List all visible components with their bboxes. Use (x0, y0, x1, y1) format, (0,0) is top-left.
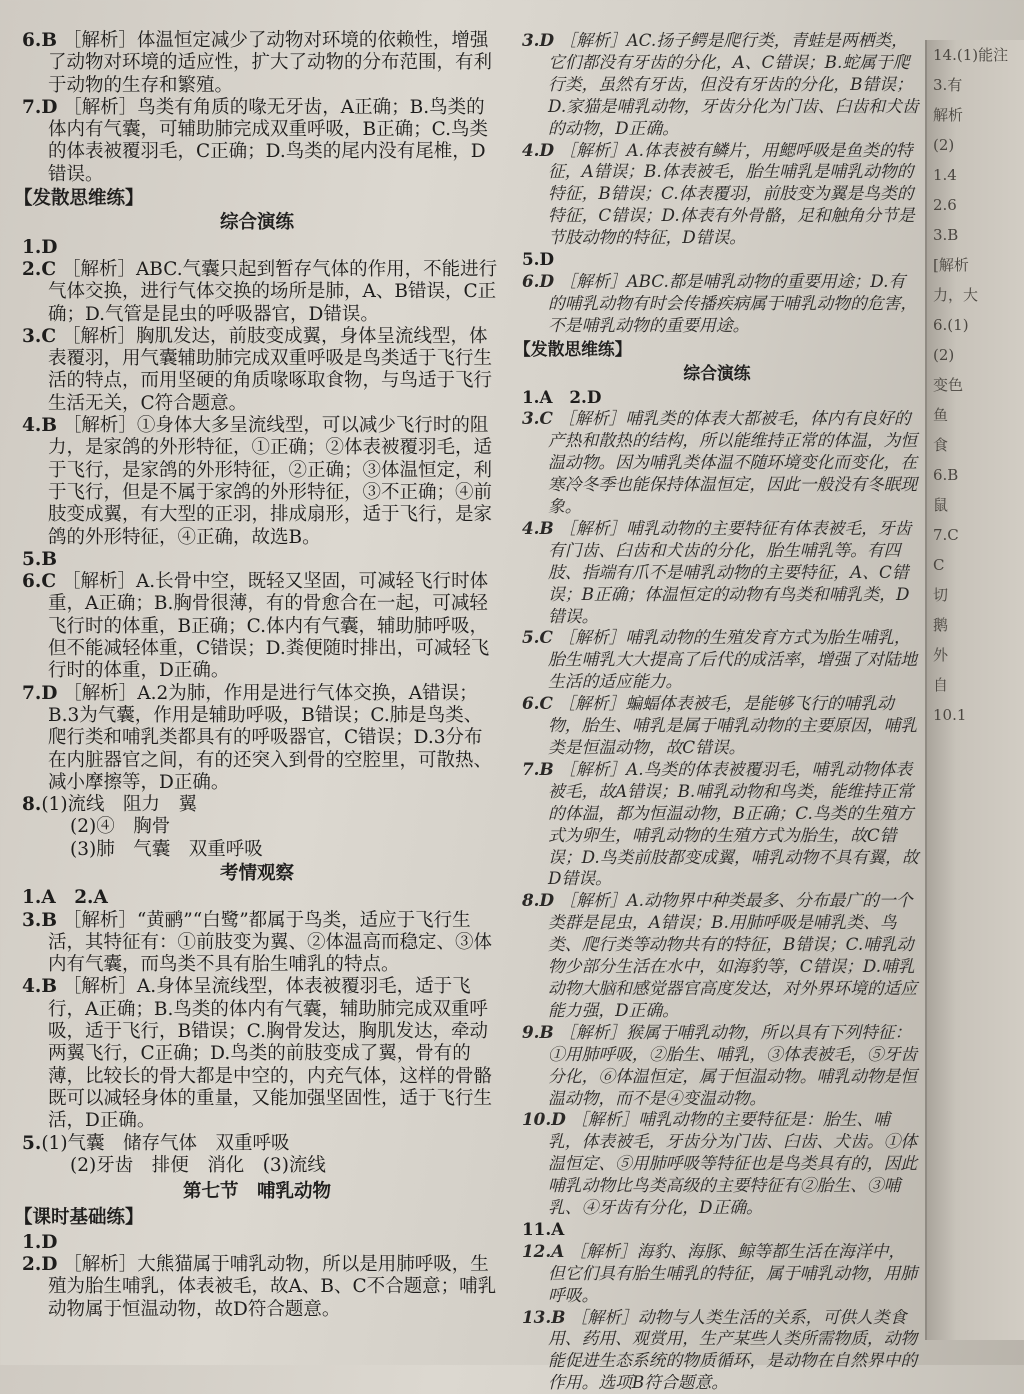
answer-item: 4.B ［解析］①身体大多呈流线型，可以减少飞行时的阻力，是家鸽的外形特征，①正确；②体表被覆羽毛，适于飞行，是家鸽的外形特征，②正确；③体温恒定，利于飞行，但是不属于家鸽的外形特征，③不正确；④前肢变成翼，有大型的正羽，排成扇形，适于飞行，是家鸽的外形特征，④正确，故选B。 (22, 415, 493, 548)
section-heading: 综合演练 (683, 362, 751, 383)
answer-item: 11.A (522, 1218, 565, 1239)
edge-text-line: 10.1 (933, 706, 967, 724)
fill-answer: 5.(1)气囊 储存气体 双重呼吸 (22, 1132, 290, 1154)
fill-answer-line: (2)牙齿 排便 消化 (3)流线 (70, 1154, 326, 1176)
answer-item: 12.A ［解析］海豹、海豚、鲸等都生活在海洋中，但它们具有胎生哺乳的特征，属于哺乳动物，用肺呼吸。 (522, 1240, 918, 1305)
answer-item: 7.D ［解析］鸟类有角质的喙无牙齿，A正确；B.鸟类的体内有气囊，可辅助肺完成双重呼吸，B正确；C.鸟类的体表被覆羽毛，C正确；D.鸟类的尾内没有尾椎，D错误。 (22, 96, 488, 185)
section-label: 【发散思维练】 (14, 188, 144, 210)
edge-text-line: 7.C (933, 526, 959, 544)
answer-item: 3.C ［解析］胸肌发达，前肢变成翼，身体呈流线型，体表覆羽，用气囊辅助肺完成双重呼吸是鸟类适于飞行生活的特点，而用坚硬的角质喙啄取食物，与鸟适于飞行生活无关，C符合题意。 (22, 325, 493, 414)
answer-item: 10.D ［解析］哺乳动物的主要特征是：胎生、哺乳，体表被毛，牙齿分为门齿、臼齿、犬齿。①体温恒定、⑤用肺呼吸等特征也是鸟类具有的，因此哺乳动物比鸟类高级的主要特征有②胎生、③哺乳、④牙齿有分化，D正确。 (522, 1109, 918, 1218)
edge-text-line: [解析 (933, 256, 969, 274)
edge-text-line: 切 (933, 586, 949, 604)
answer-item: 6.C ［解析］蝙蝠体表被毛，是能够飞行的哺乳动物，胎生、哺乳是属于哺乳动物的主要原因，哺乳类是恒温动物，故C错误。 (522, 693, 918, 757)
answer-item: 5.D (522, 249, 555, 270)
edge-text-line: 3.B (933, 226, 959, 244)
edge-text-line: 自 (933, 676, 949, 694)
answer-item: 3.D ［解析］AC.扬子鳄是爬行类，青蛙是两栖类，它们都没有牙齿的分化，A、C错误；B.蛇属于爬行类，虽然有牙齿，但没有牙齿的分化，B错误；D.家猫是哺乳动物，牙齿分化为门齿、臼齿和犬齿的动物，D正确。 (522, 30, 919, 138)
answer-item: 13.B ［解析］动物与人类生活的关系，可供人类食用、药用、观赏用，生产某些人类所需物质，动物能促进生态系统的物质循环，是动物在自然界中的作用。选项B符合题意。 (522, 1306, 918, 1393)
answer-item: 5.C ［解析］哺乳动物的生殖发育方式为胎生哺乳，胎生哺乳大大提高了后代的成活率，增强了对陆地生活的适应能力。 (522, 627, 918, 692)
answer-item: 6.D ［解析］ABC.都是哺乳动物的重要用途；D.有的哺乳动物有时会传播疾病属于哺乳动物的危害，不是哺乳动物的重要用途。 (522, 270, 918, 335)
answer-item: 1.D (22, 236, 58, 258)
section-heading: 综合演练 (219, 212, 294, 234)
edge-text-line: 外 (933, 646, 949, 664)
answer-item: 3.C ［解析］哺乳类的体表大都被毛，体内有良好的产热和散热的结构，所以能维持正常的体温，为恒温动物。因为哺乳类体温不随环境变化而变化，在寒冷冬季也能保持体温恒定，因此一般没有冬眠现象。 (522, 408, 918, 517)
edge-text-line: 变色 (933, 376, 964, 394)
answer-item: 7.D ［解析］A.2为肺，作用是进行气体交换，A错误；B.3为气囊，作用是辅助呼吸，B错误；C.肺是鸟类、爬行类和哺乳类都具有的呼吸器官，C错误；D.3分布在内脏器官之间，有的还突入到骨的空腔里，可散热、减小摩擦等，D正确。 (22, 682, 493, 793)
section-label: 【发散思维练】 (514, 338, 632, 359)
answer-item: 6.C ［解析］A.长骨中空，既轻又坚固，可减轻飞行时体重，A正确；B.胸骨很薄，有的骨愈合在一起，可减轻飞行时的体重，B正确；C.体内有气囊，辅助肺呼吸，但不能减轻体重，C错误；D.粪便随时排出，可减轻飞行时的体重，D正确。 (22, 571, 490, 682)
answer-item: 4.D ［解析］A.体表被有鳞片，用鳃呼吸是鱼类的特征，A错误；B.体表被毛，胎生哺乳是哺乳动物的特征，B错误；C.体表覆羽，前肢变为翼是鸟类的特征，C错误；D.体表有外骨骼，足和触角分节是节肢动物的特征，D错误。 (522, 139, 915, 248)
fill-answer-line: (2)④ 胸骨 (70, 816, 171, 838)
answer-item: 6.B ［解析］体温恒定减少了动物对环境的依赖性，增强了动物对环境的适应性，扩大了动物的分布范围，有利于动物的生存和繁殖。 (22, 30, 493, 96)
edge-text-line: 力，大 (933, 286, 979, 304)
answer-item: 3.B ［解析］“黄鹂”“白鹭”都属于鸟类，适应于飞行生活，其特征有：①前肢变为翼、②体温高而稳定、③体内有气囊，而鸟类不具有胎生哺乳的特点。 (22, 909, 493, 976)
edge-text-line: 鼠 (933, 496, 949, 514)
answer-item: 2.D ［解析］大熊猫属于哺乳动物，所以是用肺呼吸，生殖为胎生哺乳，体表被毛，故A、B、C不合题意；哺乳动物属于恒温动物，故D符合题意。 (22, 1254, 497, 1320)
adjacent-page-edge (925, 40, 1024, 1340)
answer-item: 1.A 2.A (22, 887, 108, 909)
chapter-title: 第七节 哺乳动物 (182, 1181, 331, 1203)
edge-text-line: 2.6 (933, 196, 957, 214)
edge-text-line: C (933, 556, 945, 574)
right-column (514, 30, 920, 1394)
edge-text-line: 6.(1) (933, 316, 969, 334)
answer-item: 5.B (22, 548, 57, 570)
edge-text-line: 3.有 (933, 76, 963, 94)
edge-text-line: (2) (933, 346, 955, 364)
edge-text-line: 1.4 (933, 166, 957, 184)
answer-item: 8.D ［解析］A.动物界中种类最多、分布最广的一个类群是昆虫，A错误；B.用肺呼吸是哺乳类、鸟类、爬行类等动物共有的特征，B错误；C.哺乳动物少部分生活在水中，如海豹等，C错误；D.哺乳动物大脑和感觉器官高度发达，对外界环境的适应能力强，D正确。 (522, 890, 918, 1020)
edge-text-line: 14.(1)能注 (933, 46, 1009, 64)
edge-text-line: 鱼 (933, 406, 949, 424)
edge-text-line: 鹅 (933, 616, 949, 634)
answer-item: 1.A 2.D (522, 386, 602, 407)
edge-text-line: 6.B (933, 466, 959, 484)
edge-text-line: 食 (933, 436, 949, 454)
answer-item: 4.B ［解析］哺乳动物的主要特征有体表被毛，牙齿有门齿、臼齿和犬齿的分化，胎生哺乳等。有四肢、指端有爪不是哺乳动物的主要特征，A、C错误；B正确；体温恒定的动物有鸟类和哺乳类，D错误。 (522, 517, 912, 626)
section-heading: 考情观察 (219, 862, 294, 884)
edge-text-line: (2) (933, 136, 955, 154)
edge-text-line: 解析 (933, 106, 964, 124)
fill-answer: 8.(1)流线 阻力 翼 (22, 794, 198, 816)
answer-item: 7.B ［解析］A.鸟类的体表被覆羽毛，哺乳动物体表被毛，故A错误；B.哺乳动物和鸟类，能维持正常的体温，都为恒温动物，B正确；C.鸟类的生殖方式为卵生，哺乳动物的生殖方式为胎生，故C错误；D.鸟类前肢都变成翼，哺乳动物不具有翼，故D错误。 (522, 758, 919, 889)
fill-answer-line: (3)肺 气囊 双重呼吸 (70, 838, 263, 860)
left-column (14, 30, 500, 1321)
answer-item: 2.C ［解析］ABC.气囊只起到暂存气体的作用，不能进行气体交换，进行气体交换的场所是肺，A、B错误，C正确；D.气管是昆虫的呼吸器官，D错误。 (22, 258, 498, 325)
section-label: 【课时基础练】 (14, 1207, 144, 1229)
answer-item: 4.B ［解析］A.身体呈流线型，体表被覆羽毛，适于飞行，A正确；B.鸟类的体内有气囊，辅助肺完成双重呼吸，适于飞行，B错误；C.胸骨发达，胸肌发达，牵动两翼飞行，C正确；D.鸟类的前肢变成了翼，骨有的薄，比较长的骨大都是中空的，内充气体，这样的骨骼既可以减轻身体的重量，又能加强坚固性，适于飞行生活，D正确。 (22, 976, 493, 1132)
answer-item: 1.D (22, 1231, 58, 1253)
answer-item: 9.B ［解析］猴属于哺乳动物，所以具有下列特征：①用肺呼吸，②胎生、哺乳，③体表被毛，⑤牙齿分化，⑥体温恒定，属于恒温动物。哺乳动物是恒温动物，而不是④变温动物。 (522, 1021, 918, 1108)
